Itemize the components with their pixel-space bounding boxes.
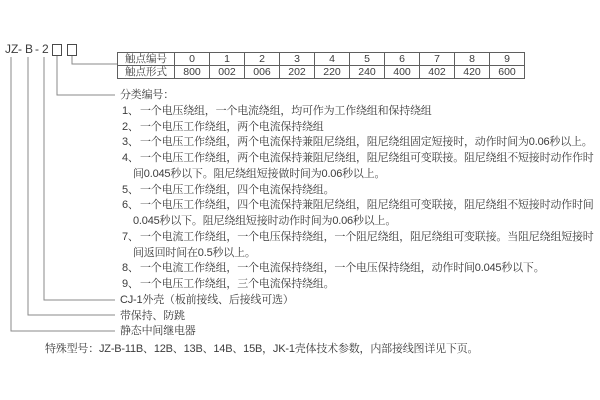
designation-item bbox=[122, 277, 334, 291]
designation-item-continued bbox=[133, 246, 256, 260]
model-segment-dash: - bbox=[18, 42, 22, 56]
item-number: 9、 bbox=[122, 278, 139, 290]
contact-number-cell: 8 bbox=[455, 53, 490, 66]
line-text: 一个电压工作绕组，两个电流保持兼阻尼绕组，阻尼绕组固定短接时，动作时间为0.06秒以上。 bbox=[140, 136, 593, 149]
callout-line-shell bbox=[44, 57, 115, 300]
classification-placeholder-box bbox=[52, 44, 62, 56]
contact-form-cell: 400 bbox=[385, 66, 420, 79]
contact-number-cell: 5 bbox=[350, 53, 385, 66]
line-text: 带保持、防跳 bbox=[120, 309, 185, 322]
line-text: 一个电压绕组，一个电流绕组，均可作为工作绕组和保持绕组 bbox=[140, 104, 432, 117]
line-text: 间返回时间在0.5秒以上。 bbox=[133, 246, 256, 259]
contact-number-cell: 4 bbox=[315, 53, 350, 66]
contact-number-cell: 3 bbox=[280, 53, 315, 66]
table-row bbox=[118, 53, 525, 66]
line-text: 分类编号： bbox=[120, 89, 174, 101]
item-number: 2、 bbox=[122, 120, 139, 133]
item-number: 1、 bbox=[122, 104, 139, 117]
special-models-note: 特殊型号：JZ-B-11B、12B、13B、14B、15B，JK-1壳体技术参数，内部接线图详见下页。 bbox=[45, 343, 479, 355]
item-number: 7、 bbox=[122, 230, 139, 243]
line-text: 一个电流工作绕组，一个电流保持绕组，一个电压保持绕组，动作时间0.045秒以下。 bbox=[140, 262, 545, 275]
contact-form-cell: 220 bbox=[315, 66, 350, 79]
designation-label bbox=[120, 88, 174, 102]
designation-label bbox=[120, 324, 196, 338]
callout-line-jz bbox=[11, 57, 115, 331]
designation-item bbox=[122, 135, 593, 149]
designation-item bbox=[122, 198, 594, 212]
contact-form-cell: 202 bbox=[280, 66, 315, 79]
designation-item-continued bbox=[133, 167, 385, 181]
contact-number-label: 触点编号 bbox=[118, 53, 175, 66]
designation-item-continued bbox=[133, 214, 396, 228]
designation-label bbox=[120, 309, 185, 323]
contact-number-cell: 0 bbox=[175, 53, 210, 66]
contact-number-cell: 9 bbox=[490, 53, 525, 66]
contact-number-cell: 1 bbox=[210, 53, 245, 66]
line-text: 静态中间继电器 bbox=[120, 325, 196, 338]
item-number: 5、 bbox=[122, 183, 139, 196]
line-text: 0.045秒以下。阻尼绕组短接时动作时间为0.06秒以上。 bbox=[133, 215, 397, 227]
contact-form-cell: 002 bbox=[210, 66, 245, 79]
contact-form-cell: 240 bbox=[350, 66, 385, 79]
contact-placeholder-box bbox=[67, 44, 77, 56]
line-text: 一个电压工作绕组，两个电流保持兼阻尼绕组，阻尼绕组可变联接。阻尼绕组不短接时动作作时 bbox=[140, 152, 594, 164]
table-row bbox=[118, 66, 525, 79]
item-number: 4、 bbox=[122, 152, 139, 164]
contact-form-label: 触点形式 bbox=[118, 66, 175, 79]
line-text: 一个电压工作绕组，三个电流保持绕组。 bbox=[140, 278, 335, 290]
line-text: CJ-1外壳（板前接线、后接线可选） bbox=[120, 293, 294, 306]
designation-item bbox=[122, 120, 324, 134]
item-number: 6、 bbox=[122, 199, 139, 212]
contact-number-cell: 7 bbox=[420, 53, 455, 66]
callout-line-b bbox=[28, 57, 115, 315]
contact-form-cell: 420 bbox=[455, 66, 490, 79]
contact-number-cell: 6 bbox=[385, 53, 420, 66]
line-text: 一个电流工作绕组，一个电压保持绕组，一个阻尼绕组，阻尼绕组可变联接。当阻尼绕组短接时 bbox=[140, 230, 594, 243]
item-number: 8、 bbox=[122, 262, 139, 275]
contact-form-cell: 800 bbox=[175, 66, 210, 79]
designation-item bbox=[122, 151, 594, 165]
designation-label bbox=[120, 293, 294, 307]
model-segment-shell: 2 bbox=[42, 42, 49, 56]
callout-line-class-code bbox=[57, 55, 115, 95]
designation-item bbox=[122, 230, 594, 244]
contact-code-table bbox=[117, 52, 525, 79]
contact-form-cell: 600 bbox=[490, 66, 525, 79]
contact-form-cell: 006 bbox=[245, 66, 280, 79]
line-text: 一个电压工作绕组，四个电流保持绕组。 bbox=[140, 183, 335, 196]
callout-line-contact-code bbox=[72, 55, 117, 64]
designation-item bbox=[122, 104, 432, 118]
line-text: 间0.045秒以下。阻尼绕组短接做时间为0.06秒以上。 bbox=[133, 167, 386, 180]
model-segment-b: B bbox=[25, 42, 34, 56]
item-number: 3、 bbox=[122, 136, 139, 149]
line-text: 一个电压工作绕组，两个电流保持绕组 bbox=[140, 120, 324, 133]
designation-item bbox=[122, 261, 545, 275]
contact-number-cell: 2 bbox=[245, 53, 280, 66]
model-segment-dash: - bbox=[35, 42, 39, 56]
designation-item bbox=[122, 183, 334, 197]
line-text: 一个电压工作绕组，四个电流保持兼阻尼绕组，阻尼绕组可变联接，阻尼绕组不短接时动作时间 bbox=[140, 199, 594, 212]
model-segment-jz: JZ bbox=[5, 42, 19, 56]
contact-form-cell: 402 bbox=[420, 66, 455, 79]
